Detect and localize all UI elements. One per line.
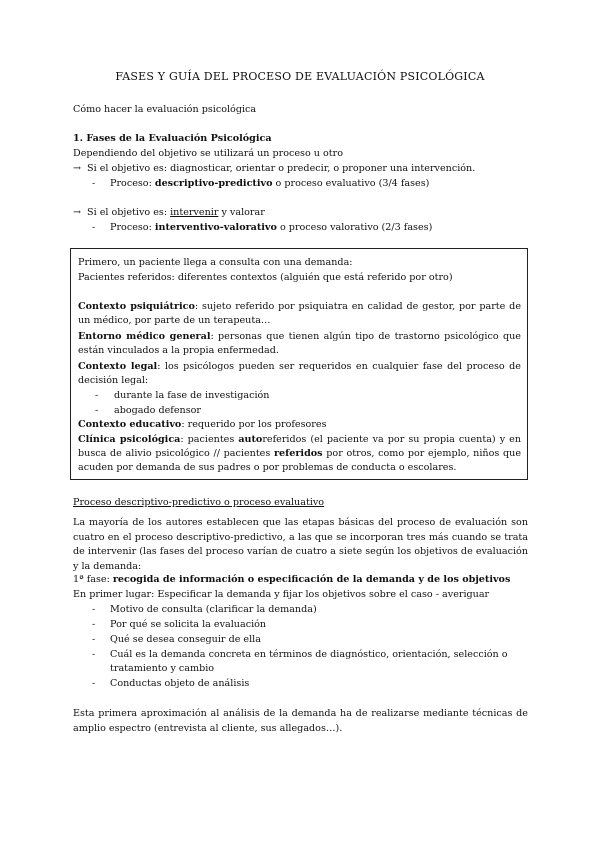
- bullet-dash: -: [92, 678, 96, 689]
- context-educational-label: Contexto educativo: [78, 419, 182, 430]
- box-line-1: Primero, un paciente llega a consulta con una demanda:: [78, 257, 353, 268]
- section1-line: Dependiendo del objetivo se utilizará un proceso u otro: [73, 148, 344, 159]
- process-item-2-bold: interventivo-valorativo: [154, 222, 277, 233]
- objective-1-text: Si el objetivo es: diagnosticar, orientar o predecir, o proponer una intervención.: [87, 163, 476, 174]
- context-medical: [78, 330, 521, 358]
- section2-heading: Proceso descriptivo-predictivo o proceso evaluativo: [73, 497, 325, 508]
- context-clinical-text-a: : pacientes: [180, 434, 239, 445]
- process-item-1: [110, 177, 429, 191]
- list-item: Conductas objeto de análisis: [110, 678, 250, 689]
- process-item-1-post: o proceso evaluativo (3/4 fases): [272, 178, 430, 189]
- context-clinical-label: Clínica psicológica: [78, 434, 181, 445]
- section2-paragraph: La mayoría de los autores establecen que las etapas básicas del proceso de evaluación son cuatro en el proceso descriptivo-predictivo, a las que se incorporan tres más cuando se trata de intervenir (las fases del proceso varían de cuatro a siete según los objetivos de evaluación y la demanda:: [73, 517, 528, 572]
- context-medical-label: Entorno médico general: [78, 331, 211, 342]
- legal-item: durante la fase de investigación: [114, 390, 270, 401]
- objective-2-underlined: intervenir: [170, 207, 219, 218]
- phase-1-bold: recogida de información o especificación de la demanda y de los objetivos: [112, 574, 511, 585]
- bullet-dash: -: [92, 222, 96, 233]
- bullet-dash: -: [95, 405, 99, 416]
- list-item: Qué se desea conseguir de ella: [110, 634, 261, 645]
- context-educational-text: : requerido por los profesores: [181, 419, 327, 430]
- bullet-dash: -: [92, 604, 96, 615]
- objective-1: [73, 162, 475, 176]
- phase-1: [73, 573, 510, 587]
- process-item-2-post: o proceso valorativo (2/3 fases): [276, 222, 433, 233]
- bullet-dash: -: [95, 390, 99, 401]
- list-item: Cuál es la demanda concreta en términos de diagnóstico, orientación, selección o tratamiento y cambio: [110, 649, 508, 674]
- objective-2: [73, 206, 265, 220]
- process-item-2-pre: Proceso:: [110, 222, 155, 233]
- objective-2-pre: Si el objetivo es:: [87, 207, 171, 218]
- first-step: En primer lugar: Especificar la demanda y fijar los objetivos sobre el caso - averiguar: [73, 589, 490, 600]
- legal-item: abogado defensor: [114, 405, 201, 416]
- document-title: FASES Y GUÍA DEL PROCESO DE EVALUACIÓN PSICOLÓGICA: [115, 70, 485, 83]
- arrow-icon: →: [73, 163, 82, 174]
- bullet-dash: -: [92, 634, 96, 645]
- context-clinical-text-b: referidos (el paciente va por su propia cuenta) y en busca de alivio psicológico // pacientes: [78, 434, 522, 459]
- closing-paragraph: Esta primera aproximación al análisis de la demanda ha de realizarse mediante técnicas de amplio espectro (entrevista al cliente, sus allegados…).: [73, 708, 528, 734]
- context-clinical-referred: referidos: [273, 448, 323, 459]
- bullet-dash: -: [92, 178, 96, 189]
- process-item-1-pre: Proceso:: [110, 178, 155, 189]
- context-psychiatric-label: Contexto psiquiátrico: [78, 301, 195, 312]
- list-item: Motivo de consulta (clarificar la demanda): [110, 604, 317, 615]
- context-clinical-text-c: por otros, como por ejemplo, niños que acuden por demanda de sus padres o por problemas de conducta o escolares.: [78, 448, 521, 473]
- context-psychiatric-text: : sujeto referido por psiquiatra en calidad de gestor, por parte de un médico, por parte de un terapeuta…: [78, 301, 521, 326]
- process-item-1-bold: descriptivo-predictivo: [154, 178, 273, 189]
- bullet-dash: -: [92, 649, 96, 660]
- context-clinical-auto: auto: [238, 434, 263, 445]
- context-psychiatric: [78, 300, 521, 328]
- list-item: Por qué se solicita la evaluación: [110, 619, 267, 630]
- arrow-icon: →: [73, 207, 82, 218]
- process-item-2: [110, 221, 432, 235]
- context-legal-text: : los psicólogos pueden ser requeridos en cualquier fase del proceso de decisión legal:: [78, 361, 521, 386]
- section1-heading: 1. Fases de la Evaluación Psicológica: [73, 133, 272, 144]
- objective-2-post: y valorar: [218, 207, 265, 218]
- intro-text: Cómo hacer la evaluación psicológica: [73, 104, 257, 115]
- bullet-dash: -: [92, 619, 96, 630]
- context-educational: [78, 418, 327, 432]
- phase-1-pre: 1ª fase:: [73, 574, 113, 585]
- box-line-2: Pacientes referidos: diferentes contextos (alguién que está referido por otro): [78, 272, 453, 283]
- context-legal: [78, 360, 521, 388]
- context-legal-label: Contexto legal: [78, 361, 158, 372]
- context-clinical: [78, 433, 521, 475]
- context-medical-text: : personas que tienen algún tipo de trastorno psicológico que están vinculados a la propia enfermedad.: [78, 331, 521, 356]
